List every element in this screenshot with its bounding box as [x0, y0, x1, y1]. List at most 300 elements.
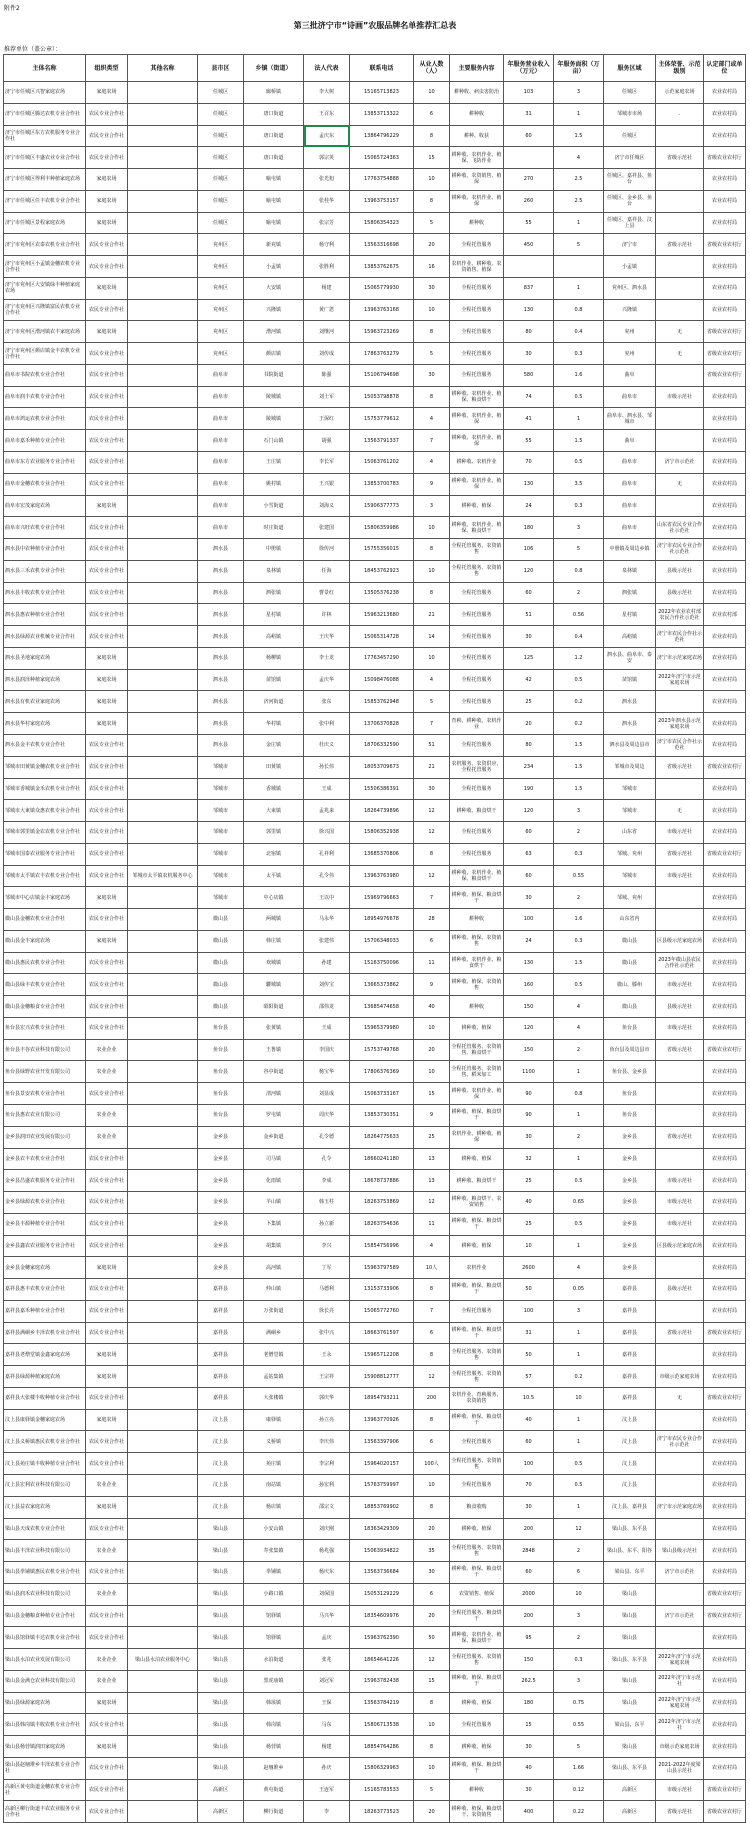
table-cell[interactable]: [128, 887, 198, 909]
table-cell[interactable]: 全程托管服务: [450, 1475, 504, 1497]
table-cell[interactable]: 济宁市: [604, 234, 656, 256]
table-cell[interactable]: [128, 1083, 198, 1105]
table-cell[interactable]: 山东省农民专业合作社示范社: [656, 517, 704, 539]
table-cell[interactable]: 农民专业合作社: [86, 756, 128, 778]
table-cell[interactable]: 18954976678: [350, 909, 414, 931]
table-cell[interactable]: 200: [414, 1387, 450, 1409]
table-cell[interactable]: [656, 778, 704, 800]
table-cell[interactable]: 13963763980: [350, 865, 414, 887]
table-cell[interactable]: 2: [554, 822, 604, 844]
table-cell[interactable]: 汶上县: [604, 1475, 656, 1497]
table-cell[interactable]: 省级农业农村厅: [704, 147, 746, 169]
table-cell[interactable]: 马东: [304, 1714, 350, 1736]
table-cell[interactable]: 0.3: [554, 1649, 604, 1671]
table-cell[interactable]: 曲阜: [604, 430, 656, 452]
table-cell[interactable]: 石门山镇: [244, 430, 304, 452]
table-cell[interactable]: 18263754636: [350, 1213, 414, 1235]
table-cell[interactable]: 驩城镇: [244, 974, 304, 996]
table-cell[interactable]: 姚村镇: [244, 473, 304, 495]
table-cell[interactable]: 高新区黄屯街道金穗农机专业合作社: [4, 1779, 86, 1801]
table-cell[interactable]: 15053129229: [350, 1583, 414, 1605]
table-cell[interactable]: 济宁市示范社: [656, 1562, 704, 1584]
table-cell[interactable]: 梁山县金满仓农业科技有限公司: [4, 1670, 86, 1692]
table-cell[interactable]: 济河街道: [244, 691, 304, 713]
table-cell[interactable]: 杜庆义: [304, 734, 350, 756]
table-cell[interactable]: 杨庆东: [304, 1562, 350, 1584]
table-cell[interactable]: 农业农村局: [704, 626, 746, 648]
table-cell[interactable]: 家庭农场: [86, 647, 128, 669]
table-cell[interactable]: 韩玉柱: [304, 1192, 350, 1214]
table-cell[interactable]: 耕种收、植保: [450, 495, 504, 517]
table-cell[interactable]: 高峪镇: [604, 626, 656, 648]
table-cell[interactable]: 张建伟: [304, 930, 350, 952]
table-cell[interactable]: [128, 1714, 198, 1736]
table-cell[interactable]: 梁山县润禾农业科技有限公司: [4, 1583, 86, 1605]
table-cell[interactable]: 鱼台县: [198, 1017, 244, 1039]
table-cell[interactable]: 0.5: [554, 1170, 604, 1192]
table-cell[interactable]: 5: [414, 343, 450, 365]
table-cell[interactable]: 农业农村局: [704, 734, 746, 756]
table-cell[interactable]: [128, 604, 198, 626]
table-cell[interactable]: 13: [414, 1170, 450, 1192]
table-cell[interactable]: 泗水县三禾农机专业合作社: [4, 560, 86, 582]
table-cell[interactable]: 80: [504, 321, 554, 343]
table-cell[interactable]: 馆驿镇: [244, 1627, 304, 1649]
table-cell[interactable]: 4: [554, 996, 604, 1018]
table-cell[interactable]: 1: [554, 1148, 604, 1170]
table-cell[interactable]: [128, 756, 198, 778]
table-cell[interactable]: 泗水县丰收农机专业合作社: [4, 582, 86, 604]
table-cell[interactable]: 10: [504, 1235, 554, 1257]
table-cell[interactable]: 无: [656, 343, 704, 365]
table-cell[interactable]: 嘉祥县: [198, 1322, 244, 1344]
table-cell[interactable]: 泗水县: [198, 539, 244, 561]
table-cell[interactable]: 梁山县韩岗镇丰收农机专业合作社: [4, 1714, 86, 1736]
table-cell[interactable]: [656, 691, 704, 713]
table-cell[interactable]: 中册镇: [244, 539, 304, 561]
table-cell[interactable]: 金乡县丰源种植专业合作社: [4, 1213, 86, 1235]
table-cell[interactable]: 450: [504, 234, 554, 256]
table-cell[interactable]: 高新区: [604, 1801, 656, 1823]
table-cell[interactable]: 孔祥利: [304, 843, 350, 865]
table-cell[interactable]: 40: [414, 996, 450, 1018]
table-cell[interactable]: 农民专业合作社: [86, 1431, 128, 1453]
table-cell[interactable]: 2848: [504, 1540, 554, 1562]
table-cell[interactable]: 张胜利: [304, 256, 350, 278]
table-cell[interactable]: 农业农村局: [704, 452, 746, 474]
table-cell[interactable]: 济宁市任城区丰盛农业专业合作社: [4, 147, 86, 169]
table-cell[interactable]: 省级农业农村厅: [704, 1779, 746, 1801]
table-cell[interactable]: 农业农村局: [704, 1083, 746, 1105]
table-cell[interactable]: 杨兆强: [304, 1540, 350, 1562]
table-cell[interactable]: 190: [504, 778, 554, 800]
table-cell[interactable]: 1.6: [554, 364, 604, 386]
table-cell[interactable]: 梁山县金穗粮食种植专业合作社: [4, 1605, 86, 1627]
table-cell[interactable]: 金乡县鑫农农业服务专业合作社: [4, 1235, 86, 1257]
table-cell[interactable]: [128, 495, 198, 517]
table-cell[interactable]: 微山县金穗粮食专业合作社: [4, 996, 86, 1018]
table-cell[interactable]: 15763759997: [350, 1475, 414, 1497]
table-cell[interactable]: 全程托管服务: [450, 734, 504, 756]
table-cell[interactable]: 15963782438: [350, 1670, 414, 1692]
table-cell[interactable]: 王保: [304, 1692, 350, 1714]
table-cell[interactable]: 曲阜市、泗水县、邹城市: [604, 408, 656, 430]
table-cell[interactable]: 梁山县、东平: [604, 1714, 656, 1736]
table-cell[interactable]: 农民专业合作社: [86, 517, 128, 539]
table-cell[interactable]: [128, 822, 198, 844]
table-cell[interactable]: 15063934822: [350, 1540, 414, 1562]
table-cell[interactable]: 汶上县: [198, 1431, 244, 1453]
table-cell[interactable]: 35: [414, 1540, 450, 1562]
table-cell[interactable]: 曹景红: [304, 582, 350, 604]
table-cell[interactable]: 济宁市农民专业合作社示范社: [656, 1431, 704, 1453]
table-cell[interactable]: 41: [504, 408, 554, 430]
table-cell[interactable]: 10: [414, 1017, 450, 1039]
table-cell[interactable]: 11: [414, 1213, 450, 1235]
table-cell[interactable]: 18706332590: [350, 734, 414, 756]
table-cell[interactable]: 省级农业农村厅: [704, 843, 746, 865]
table-cell[interactable]: 农业农村局: [704, 1235, 746, 1257]
table-cell[interactable]: 60: [504, 865, 554, 887]
table-cell[interactable]: 全程托管服务、农资销售: [450, 539, 504, 561]
table-cell[interactable]: 农业农村局: [704, 539, 746, 561]
table-cell[interactable]: 廊桥镇: [244, 82, 304, 104]
table-cell[interactable]: 农民专业合作社: [86, 1518, 128, 1540]
table-cell[interactable]: [128, 1126, 198, 1148]
table-cell[interactable]: 梁山县: [198, 1518, 244, 1540]
table-cell[interactable]: 全程托管服务: [450, 647, 504, 669]
table-cell[interactable]: 汶上县宏利农业科技有限公司: [4, 1475, 86, 1497]
table-cell[interactable]: 梁山县、东平县: [604, 1518, 656, 1540]
table-cell[interactable]: 13: [414, 1148, 450, 1170]
table-cell[interactable]: 耕种收、植保、粮食烘干: [450, 1757, 504, 1779]
table-cell[interactable]: 邹城市: [198, 778, 244, 800]
table-cell[interactable]: 1: [554, 1431, 604, 1453]
table-cell[interactable]: 40: [504, 1192, 554, 1214]
table-cell[interactable]: 济宁市农民合作社示范社: [656, 626, 704, 648]
table-cell[interactable]: 18053709673: [350, 756, 414, 778]
table-cell[interactable]: 微山县: [198, 974, 244, 996]
table-cell[interactable]: 150: [504, 1649, 554, 1671]
table-cell[interactable]: [656, 125, 704, 147]
table-cell[interactable]: [656, 408, 704, 430]
table-cell[interactable]: 15: [414, 1083, 450, 1105]
table-cell[interactable]: 鱼台县: [198, 1039, 244, 1061]
table-cell[interactable]: 曲阜市: [604, 473, 656, 495]
table-cell[interactable]: 15: [504, 1714, 554, 1736]
table-cell[interactable]: 农民专业合作社: [86, 364, 128, 386]
table-cell[interactable]: 黄屯街道: [244, 1779, 304, 1801]
table-cell[interactable]: 8: [414, 125, 450, 147]
table-cell[interactable]: 耕种收、农机作业、植保、粮食烘干: [450, 386, 504, 408]
table-cell[interactable]: 30: [504, 1126, 554, 1148]
table-cell[interactable]: 15854756996: [350, 1235, 414, 1257]
table-cell[interactable]: 3: [554, 517, 604, 539]
table-cell[interactable]: 6: [414, 1431, 450, 1453]
table-cell[interactable]: 梁山县: [604, 1736, 656, 1758]
table-cell[interactable]: 农民专业合作社: [86, 1083, 128, 1105]
table-cell[interactable]: 180: [504, 1692, 554, 1714]
table-cell[interactable]: 金乡县: [198, 1257, 244, 1279]
table-cell[interactable]: 全程托管服务: [450, 1431, 504, 1453]
table-cell[interactable]: 农民专业合作社: [86, 103, 128, 125]
table-cell[interactable]: 10.5: [504, 1387, 554, 1409]
table-cell[interactable]: [128, 517, 198, 539]
table-cell[interactable]: 农业农村局: [704, 386, 746, 408]
table-cell[interactable]: 95: [504, 1627, 554, 1649]
table-cell[interactable]: 丁军: [304, 1257, 350, 1279]
table-cell[interactable]: 2021-2022年度梁山县示范社: [656, 1757, 704, 1779]
table-cell[interactable]: 50: [504, 1279, 554, 1301]
table-cell[interactable]: 0.5: [554, 1213, 604, 1235]
table-cell[interactable]: 任城区: [198, 147, 244, 169]
table-cell[interactable]: 喻屯镇: [244, 169, 304, 191]
table-cell[interactable]: 水泊街道: [244, 1649, 304, 1671]
table-cell[interactable]: 0.4: [554, 626, 604, 648]
table-cell[interactable]: 喻屯镇: [244, 212, 304, 234]
table-cell[interactable]: 0.8: [554, 560, 604, 582]
table-cell[interactable]: 金乡县: [198, 1170, 244, 1192]
table-cell[interactable]: 13563316698: [350, 234, 414, 256]
table-cell[interactable]: 农业农村局: [704, 517, 746, 539]
table-cell[interactable]: 0.2: [554, 691, 604, 713]
table-cell[interactable]: 嘉祥县: [604, 1322, 656, 1344]
table-cell[interactable]: 农业农村局: [704, 1736, 746, 1758]
table-cell[interactable]: 15753779612: [350, 408, 414, 430]
table-cell[interactable]: 13685370806: [350, 843, 414, 865]
table-cell[interactable]: 梁山县: [198, 1649, 244, 1671]
table-cell[interactable]: 嘉祥县绿源种植家庭农场: [4, 1366, 86, 1388]
table-cell[interactable]: 农民专业合作社: [86, 234, 128, 256]
table-cell[interactable]: 农民专业合作社: [86, 1562, 128, 1584]
table-cell[interactable]: 鱼台县及周边县市: [604, 1039, 656, 1061]
table-cell[interactable]: 省级农业农村厅: [704, 321, 746, 343]
table-cell[interactable]: 4: [414, 408, 450, 430]
table-cell[interactable]: 24: [504, 495, 554, 517]
table-cell[interactable]: [504, 256, 554, 278]
table-cell[interactable]: 王保红: [304, 408, 350, 430]
table-cell[interactable]: 17863763279: [350, 343, 414, 365]
table-cell[interactable]: 金乡县: [198, 1126, 244, 1148]
table-cell[interactable]: 150: [504, 1039, 554, 1061]
table-cell[interactable]: 梁山县、东平县: [604, 1649, 656, 1671]
table-cell[interactable]: 济宁市任城区得利丰种植家庭农场: [4, 169, 86, 191]
table-cell[interactable]: 泗水县惠农种植专业合作社: [4, 604, 86, 626]
table-cell[interactable]: 孟庆华: [304, 669, 350, 691]
table-cell[interactable]: [128, 1540, 198, 1562]
table-cell[interactable]: 90: [504, 1083, 554, 1105]
table-cell[interactable]: 57: [504, 1366, 554, 1388]
table-cell[interactable]: 星村镇: [244, 604, 304, 626]
table-cell[interactable]: 嘉祥县嘉禾种植专业合作社: [4, 1300, 86, 1322]
table-cell[interactable]: 星村镇: [604, 604, 656, 626]
table-cell[interactable]: 小雪街道: [244, 495, 304, 517]
table-cell[interactable]: 邹城、兖州: [604, 843, 656, 865]
table-cell[interactable]: 省级示范社: [656, 843, 704, 865]
table-cell[interactable]: 270: [504, 169, 554, 191]
table-cell[interactable]: 农业农村局: [704, 1670, 746, 1692]
table-cell[interactable]: 邵伟龙: [304, 996, 350, 1018]
table-cell[interactable]: 大张楼镇: [244, 1387, 304, 1409]
table-cell[interactable]: 柳行街道: [244, 1801, 304, 1823]
table-cell[interactable]: 家庭农场: [86, 887, 128, 909]
table-cell[interactable]: 10: [554, 1583, 604, 1605]
table-cell[interactable]: 7: [414, 430, 450, 452]
table-cell[interactable]: 农业企业: [86, 1670, 128, 1692]
table-cell[interactable]: 泗水县金丰农机专业合作社: [4, 734, 86, 756]
table-cell[interactable]: 100: [504, 1453, 554, 1475]
table-cell[interactable]: 兖州区: [198, 277, 244, 299]
table-cell[interactable]: 县级示范社: [656, 1279, 704, 1301]
table-cell[interactable]: 邹城市: [198, 822, 244, 844]
table-cell[interactable]: 孔令: [304, 1148, 350, 1170]
table-cell[interactable]: 王成: [304, 1017, 350, 1039]
table-cell[interactable]: [128, 1409, 198, 1431]
table-cell[interactable]: 大安镇: [244, 277, 304, 299]
table-cell[interactable]: 农业农村局: [704, 822, 746, 844]
table-cell[interactable]: 20: [414, 1801, 450, 1823]
table-cell[interactable]: 耕种、收获: [450, 125, 504, 147]
table-cell[interactable]: 山东省: [604, 822, 656, 844]
table-cell[interactable]: 金乡街道: [244, 1126, 304, 1148]
table-cell[interactable]: [128, 1235, 198, 1257]
table-cell[interactable]: 汶上县: [198, 1409, 244, 1431]
table-cell[interactable]: 农民专业合作社: [86, 1757, 128, 1779]
table-cell[interactable]: 耕种收、农机作业、植保、飞防作业: [450, 147, 504, 169]
table-cell[interactable]: 农业农村局: [704, 277, 746, 299]
table-cell[interactable]: 0.8: [554, 1083, 604, 1105]
table-cell[interactable]: 马永华: [304, 909, 350, 931]
table-cell[interactable]: 微山县金穗农机专业合作社: [4, 909, 86, 931]
table-cell[interactable]: 12: [414, 1366, 450, 1388]
table-cell[interactable]: 梁山县: [198, 1714, 244, 1736]
table-cell[interactable]: 5: [554, 234, 604, 256]
table-cell[interactable]: 837: [504, 277, 554, 299]
table-cell[interactable]: 唐口街道: [244, 103, 304, 125]
table-cell[interactable]: 耕种收、农机作业、植保: [450, 473, 504, 495]
table-cell[interactable]: 农民专业合作社: [86, 1279, 128, 1301]
table-cell[interactable]: 30: [414, 277, 450, 299]
table-cell[interactable]: 济宁市任城区景程家庭农场: [4, 212, 86, 234]
table-cell[interactable]: 全程托管服务、农资销售: [450, 1344, 504, 1366]
table-cell[interactable]: 13706370828: [350, 713, 414, 735]
table-cell[interactable]: [128, 1431, 198, 1453]
table-cell[interactable]: 30: [504, 887, 554, 909]
table-cell[interactable]: [128, 1453, 198, 1475]
table-cell[interactable]: 农业企业: [86, 1540, 128, 1562]
table-cell[interactable]: 山东省内: [604, 909, 656, 931]
table-cell[interactable]: 兖州区: [198, 343, 244, 365]
table-cell[interactable]: 郭宗英: [304, 147, 350, 169]
table-cell[interactable]: 40: [504, 1409, 554, 1431]
table-cell[interactable]: 济宁市示范家庭农场: [656, 1496, 704, 1518]
table-cell[interactable]: 农民专业合作社: [86, 147, 128, 169]
table-cell[interactable]: 老僧堂镇: [244, 1344, 304, 1366]
table-cell[interactable]: 兴隆镇: [244, 299, 304, 321]
table-cell[interactable]: 香城镇: [244, 778, 304, 800]
table-cell[interactable]: 家庭农场: [86, 190, 128, 212]
table-cell[interactable]: 省级示范社: [656, 1801, 704, 1823]
table-cell[interactable]: 梁山县: [198, 1736, 244, 1758]
table-cell[interactable]: 全程托管服务、农资销售: [450, 560, 504, 582]
table-cell[interactable]: 邹城市大東镇众惠农机专业合作社: [4, 800, 86, 822]
table-cell[interactable]: 农业农村局: [704, 1017, 746, 1039]
table-cell[interactable]: 1.6: [554, 909, 604, 931]
table-cell[interactable]: 梁山县杨营镇润田家庭农场: [4, 1736, 86, 1758]
table-cell[interactable]: [128, 1148, 198, 1170]
table-cell[interactable]: 农业农村局: [704, 408, 746, 430]
table-cell[interactable]: 农业农村局: [704, 713, 746, 735]
table-cell[interactable]: 张东: [304, 691, 350, 713]
table-cell[interactable]: 济宁市兖州区颜店镇金丰农机专业合作社: [4, 343, 86, 365]
table-cell[interactable]: [656, 1257, 704, 1279]
table-cell[interactable]: 曲阜市润丰农机专业合作社: [4, 386, 86, 408]
table-cell[interactable]: 市级示范社: [656, 865, 704, 887]
table-cell[interactable]: 55: [504, 430, 554, 452]
table-cell[interactable]: 郭里镇: [244, 822, 304, 844]
table-cell[interactable]: 大束镇: [244, 800, 304, 822]
table-cell[interactable]: 农业企业: [86, 1061, 128, 1083]
table-cell[interactable]: 100: [504, 1300, 554, 1322]
table-cell[interactable]: 4: [554, 147, 604, 169]
table-cell[interactable]: 嘉祥县: [198, 1279, 244, 1301]
table-cell[interactable]: 刘冠军: [304, 1670, 350, 1692]
table-cell[interactable]: [656, 190, 704, 212]
table-cell[interactable]: 梁山县赵堌堆乡丰泽农机专业合作社: [4, 1757, 86, 1779]
table-cell[interactable]: 18660241180: [350, 1148, 414, 1170]
table-cell[interactable]: 泗水县润泽种植家庭农场: [4, 669, 86, 691]
table-cell[interactable]: 耕种收: [450, 212, 504, 234]
table-cell[interactable]: 8: [414, 1409, 450, 1431]
table-cell[interactable]: 25: [414, 1126, 450, 1148]
table-cell[interactable]: 曲阜: [604, 364, 656, 386]
table-cell[interactable]: [128, 691, 198, 713]
table-cell[interactable]: 微山、滕州: [604, 974, 656, 996]
table-cell[interactable]: 金乡县: [604, 1192, 656, 1214]
table-cell[interactable]: 15706348033: [350, 930, 414, 952]
table-cell[interactable]: 农业农村局: [704, 887, 746, 909]
table-cell[interactable]: 小孟镇: [244, 256, 304, 278]
table-cell[interactable]: 刘士军: [304, 386, 350, 408]
table-cell[interactable]: 农民专业合作社: [86, 408, 128, 430]
table-cell[interactable]: 兖州区: [198, 256, 244, 278]
table-cell[interactable]: 21: [414, 756, 450, 778]
table-cell[interactable]: [128, 1387, 198, 1409]
table-cell[interactable]: 31: [504, 103, 554, 125]
table-cell[interactable]: 0.3: [554, 930, 604, 952]
table-cell[interactable]: 农民专业合作社: [86, 473, 128, 495]
table-cell[interactable]: 金乡县: [604, 1170, 656, 1192]
table-cell[interactable]: [656, 299, 704, 321]
table-cell[interactable]: 马德利: [304, 1279, 350, 1301]
table-cell[interactable]: 全程托管服务: [450, 582, 504, 604]
table-cell[interactable]: 农业企业: [86, 1475, 128, 1497]
table-cell[interactable]: 9: [414, 974, 450, 996]
table-cell[interactable]: 18363429309: [350, 1518, 414, 1540]
table-cell[interactable]: [128, 996, 198, 1018]
table-cell[interactable]: 0.5: [554, 669, 604, 691]
table-cell[interactable]: 高新区柳行街道丰农农业服务专业合作社: [4, 1801, 86, 1823]
table-cell[interactable]: 2023年微山县农民合作社示范社: [656, 952, 704, 974]
table-cell[interactable]: 邹城市: [604, 800, 656, 822]
table-cell[interactable]: 9: [414, 473, 450, 495]
table-cell[interactable]: 农民专业合作社: [86, 822, 128, 844]
table-cell[interactable]: 邹城市田黄镇金穗农机专业合作社: [4, 756, 86, 778]
table-cell[interactable]: [128, 452, 198, 474]
table-cell[interactable]: 耕种收、农资销售、植保: [450, 169, 504, 191]
table-cell[interactable]: 12: [414, 800, 450, 822]
table-cell[interactable]: 农业农村局: [704, 125, 746, 147]
